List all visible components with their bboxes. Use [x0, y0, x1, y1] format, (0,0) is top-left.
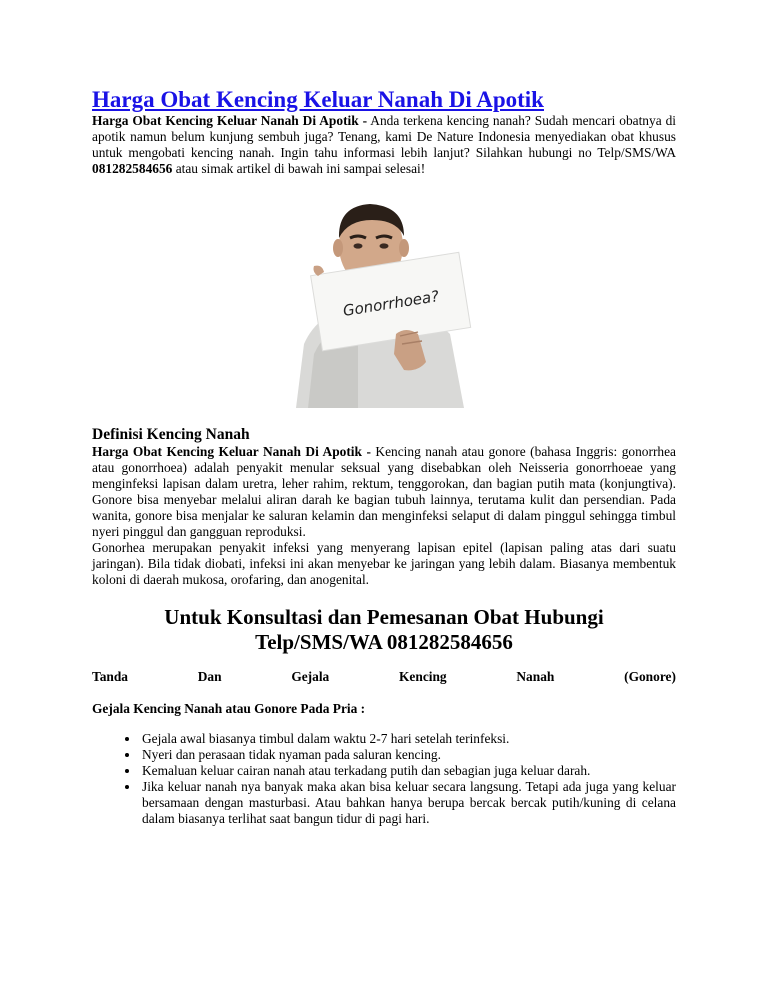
list-item: • Nyeri dan perasaan tidak nyaman pada saluran kencing. — [140, 747, 676, 763]
definition-paragraph — [92, 444, 676, 540]
intro-phone: 081282584656 — [92, 161, 173, 176]
intro-text-end: atau simak artikel di bawah ini sampai selesai! — [172, 161, 426, 176]
man-holding-sign-image — [278, 194, 490, 408]
symptoms-heading-word: Kencing — [399, 669, 447, 684]
list-item: • Kemaluan keluar cairan nanah atau terkadang putih dan sebagian juga keluar darah. — [140, 763, 676, 779]
intro-paragraph — [92, 113, 676, 177]
cta-line-1: Untuk Konsultasi dan Pemesanan Obat Hubungi — [164, 605, 604, 629]
sign-text: Gonorrhoea? — [341, 287, 441, 320]
male-symptoms-heading: Gejala Kencing Nanah atau Gonore Pada Pria : — [92, 701, 366, 716]
symptoms-heading-word: (Gonore) — [624, 669, 676, 684]
definition-heading: Definisi Kencing Nanah — [92, 426, 250, 443]
article-image — [92, 194, 676, 408]
cta-heading — [92, 605, 676, 655]
cta-line-2: Telp/SMS/WA 081282584656 — [255, 630, 513, 654]
intro-lead: Harga Obat Kencing Keluar Nanah Di Apotik - — [92, 113, 368, 128]
symptoms-heading-word: Nanah — [516, 669, 555, 684]
article-title — [92, 0, 676, 113]
definition-text: Kencing nanah atau gonore (bahasa Inggris: gonorrhea atau gonorrhoea) adalah penyakit menular seksual yang disebabkan oleh Neisseria gonorrhoeae yang menginfeksi lapisan dalam uretra, leher rahim, rektum, tenggorokan, dan bagian putih mata (konjungtiva). Gonore bisa menyebar melalui aliran darah ke bagian tubuh lainnya, terutama kulit dan persendian. Pada wanita, gonore bisa menjalar ke saluran kelamin dan menginfeksi selaput di dalam pinggul sehingga timbul nyeri pinggul dan gangguan reproduksi. — [92, 444, 676, 539]
list-item: • Jika keluar nanah nya banyak maka akan bisa keluar secara langsung. Tetapi ada juga yang keluar bersamaan dengan masturbasi. Atau bahkan hanya berupa bercak bercak putih/kuning di celana dalam biasanya terlihat saat bangun tidur di pagi hari. — [140, 779, 676, 827]
definition-paragraph-2: Gonorhea merupakan penyakit infeksi yang menyerang lapisan epitel (lapisan paling atas dari suatu jaringan). Bila tidak diobati, infeksi ini akan menyebar ke jaringan yang lebih dalam. Biasanya membentuk koloni di daerah mukosa, orofaring, dan anogenital. — [92, 540, 676, 587]
symptoms-heading — [92, 669, 676, 685]
symptoms-heading-word: Gejala — [291, 669, 330, 684]
symptoms-heading-word: Dan — [197, 669, 222, 684]
intro-text: Anda terkena kencing nanah? Sudah mencari obatnya di apotik namun belum kunjung sembuh juga? Tenang, kami De Nature Indonesia menyediakan obat khusus untuk mengobati kencing nanah. Ingin tahu informasi lebih lanjut? Silahkan hubungi no Telp/SMS/WA — [92, 113, 676, 160]
male-symptoms-list — [92, 731, 676, 827]
symptoms-heading-word: Tanda — [92, 669, 128, 684]
list-item: • Gejala awal biasanya timbul dalam waktu 2-7 hari setelah terinfeksi. — [140, 731, 676, 747]
article-title-link[interactable]: Harga Obat Kencing Keluar Nanah Di Apotik — [92, 87, 544, 112]
definition-lead: Harga Obat Kencing Keluar Nanah Di Apotik - — [92, 444, 371, 459]
